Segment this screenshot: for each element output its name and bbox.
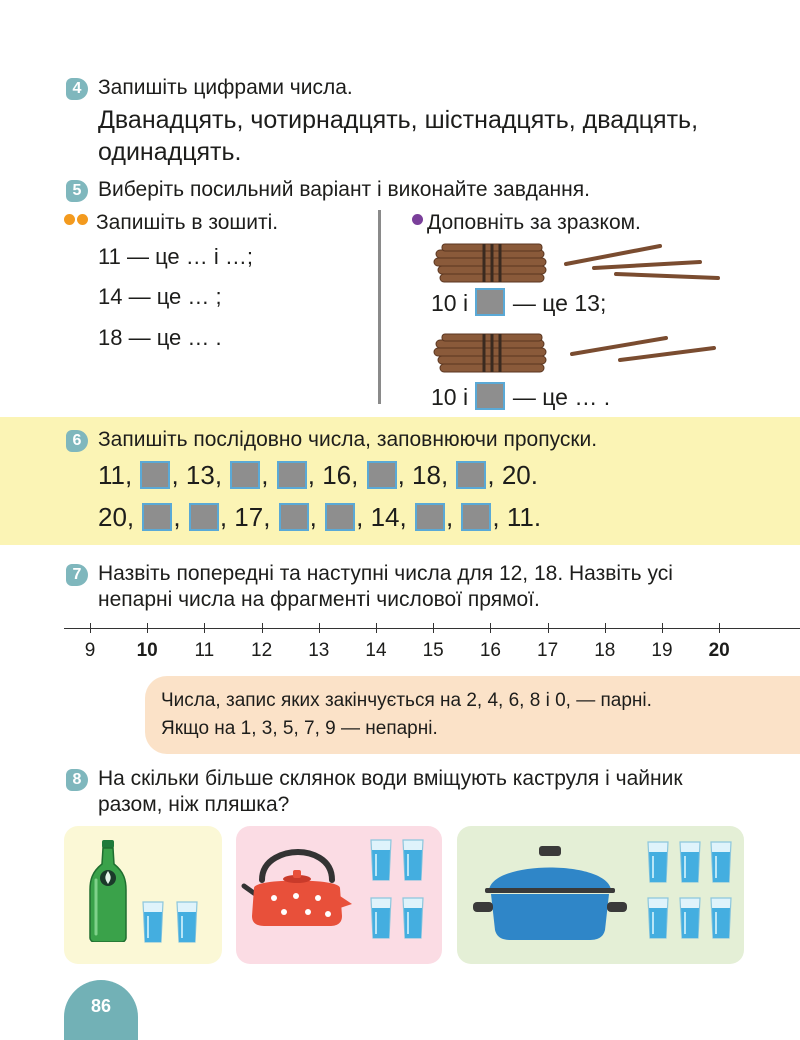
task-6-instruction: Запишіть послідовно числа, заповнюючи пропуски. bbox=[98, 428, 598, 451]
parity-note-line-2: Якщо на 1, 3, 5, 7, 9 — непарні. bbox=[161, 718, 438, 739]
task-7-instruction-line-1: Назвіть попередні та наступні числа для 12, 18. Назвіть усі bbox=[98, 562, 673, 585]
task-5-divider bbox=[378, 210, 381, 404]
number-line-tick bbox=[662, 623, 663, 633]
answer-box bbox=[230, 461, 260, 489]
number-line-label: 14 bbox=[365, 640, 387, 661]
number-line-label: 19 bbox=[651, 640, 673, 661]
answer-box bbox=[142, 503, 172, 531]
task-8-instruction-line-2: разом, ніж пляшка? bbox=[98, 793, 290, 816]
two-dots-icon bbox=[64, 213, 88, 231]
answer-box bbox=[189, 503, 219, 531]
task-8-badge: 8 bbox=[66, 769, 88, 791]
water-glass-icon bbox=[402, 896, 424, 940]
water-glass-icon bbox=[402, 838, 424, 882]
task-5-left-line-2: 14 — це … ; bbox=[98, 284, 222, 309]
number-line-tick bbox=[605, 623, 606, 633]
number-line-label: 17 bbox=[537, 640, 559, 661]
number-line-tick bbox=[319, 623, 320, 633]
task-5-left-header: Запишіть в зошиті. bbox=[96, 211, 279, 234]
number-line-label: 10 bbox=[136, 640, 158, 661]
task-5-badge: 5 bbox=[66, 180, 88, 202]
number-line-tick bbox=[204, 623, 205, 633]
bottle-icon bbox=[88, 840, 128, 942]
number-line-tick bbox=[433, 623, 434, 633]
answer-box bbox=[461, 503, 491, 531]
one-dot-icon bbox=[412, 213, 423, 231]
answer-box bbox=[140, 461, 170, 489]
number-line-label: 13 bbox=[308, 640, 330, 661]
task-4-line-1: Дванадцять, чотирнадцять, шістнадцять, двадцять, bbox=[98, 106, 699, 134]
number-line-tick bbox=[147, 623, 148, 633]
answer-box bbox=[475, 288, 505, 316]
number-line-label: 15 bbox=[422, 640, 444, 661]
number-line-tick bbox=[490, 623, 491, 633]
water-glass-icon bbox=[647, 840, 669, 884]
task-6-row-1: 11, , 13, , , 16, , 18, , 20. bbox=[98, 460, 538, 490]
answer-box bbox=[277, 461, 307, 489]
water-glass-icon bbox=[710, 896, 732, 940]
water-glass-icon bbox=[679, 896, 701, 940]
water-glass-icon bbox=[679, 840, 701, 884]
page-number: 86 bbox=[64, 980, 138, 1040]
water-glass-icon bbox=[647, 896, 669, 940]
task-4-instruction: Запишіть цифрами числа. bbox=[98, 76, 353, 99]
water-glass-icon bbox=[142, 900, 164, 944]
kettle-icon bbox=[240, 846, 352, 930]
number-line-tick bbox=[376, 623, 377, 633]
task-8-instruction-line-1: На скільки більше склянок води вміщують каструля і чайник bbox=[98, 767, 683, 790]
number-line-tick bbox=[90, 623, 91, 633]
number-line-tick bbox=[719, 623, 720, 633]
task-6-badge: 6 bbox=[66, 430, 88, 452]
task-5-left-line-3: 18 — це … . bbox=[98, 325, 222, 350]
number-line-label: 9 bbox=[84, 640, 96, 661]
task-5-left-line-1: 11 — це … і …; bbox=[98, 244, 253, 269]
parity-note-line-1: Числа, запис яких закінчується на 2, 4, 6, 8 і 0, — парні. bbox=[161, 690, 652, 711]
kettle-panel bbox=[236, 826, 442, 964]
number-line-label: 16 bbox=[479, 640, 501, 661]
stick-bundle-image bbox=[432, 330, 722, 376]
number-line-label: 12 bbox=[251, 640, 273, 661]
number-line-axis bbox=[64, 628, 800, 629]
number-line-label: 20 bbox=[708, 640, 730, 661]
number-line-label: 18 bbox=[594, 640, 616, 661]
water-glass-icon bbox=[176, 900, 198, 944]
answer-box bbox=[367, 461, 397, 489]
water-glass-icon bbox=[710, 840, 732, 884]
parity-note bbox=[145, 676, 800, 754]
task-7-badge: 7 bbox=[66, 564, 88, 586]
water-glass-icon bbox=[370, 896, 392, 940]
stick-bundle-image bbox=[432, 240, 722, 288]
answer-box bbox=[456, 461, 486, 489]
pot-icon bbox=[469, 844, 631, 944]
answer-box bbox=[475, 382, 505, 410]
task-5-right-line-2: 10 і — це … . bbox=[431, 384, 611, 410]
bottle-panel bbox=[64, 826, 222, 964]
number-line-tick bbox=[262, 623, 263, 633]
task-7-instruction-line-2: непарні числа на фрагменті числової прямої. bbox=[98, 588, 540, 611]
answer-box bbox=[279, 503, 309, 531]
task-5-right-header: Доповніть за зразком. bbox=[427, 211, 641, 234]
pot-panel bbox=[457, 826, 744, 964]
task-5-instruction: Виберіть посильний варіант і виконайте завдання. bbox=[98, 178, 590, 201]
number-line-tick bbox=[548, 623, 549, 633]
task-4-badge: 4 bbox=[66, 78, 88, 100]
number-line bbox=[64, 628, 800, 668]
answer-box bbox=[415, 503, 445, 531]
task-5-right-line-1: 10 і — це 13; bbox=[431, 290, 607, 316]
number-line-label: 11 bbox=[194, 640, 215, 661]
water-glass-icon bbox=[370, 838, 392, 882]
task-6-row-2: 20, , , 17, , , 14, , , 11. bbox=[98, 502, 542, 532]
task-4-line-2: одинадцять. bbox=[98, 138, 242, 166]
answer-box bbox=[325, 503, 355, 531]
